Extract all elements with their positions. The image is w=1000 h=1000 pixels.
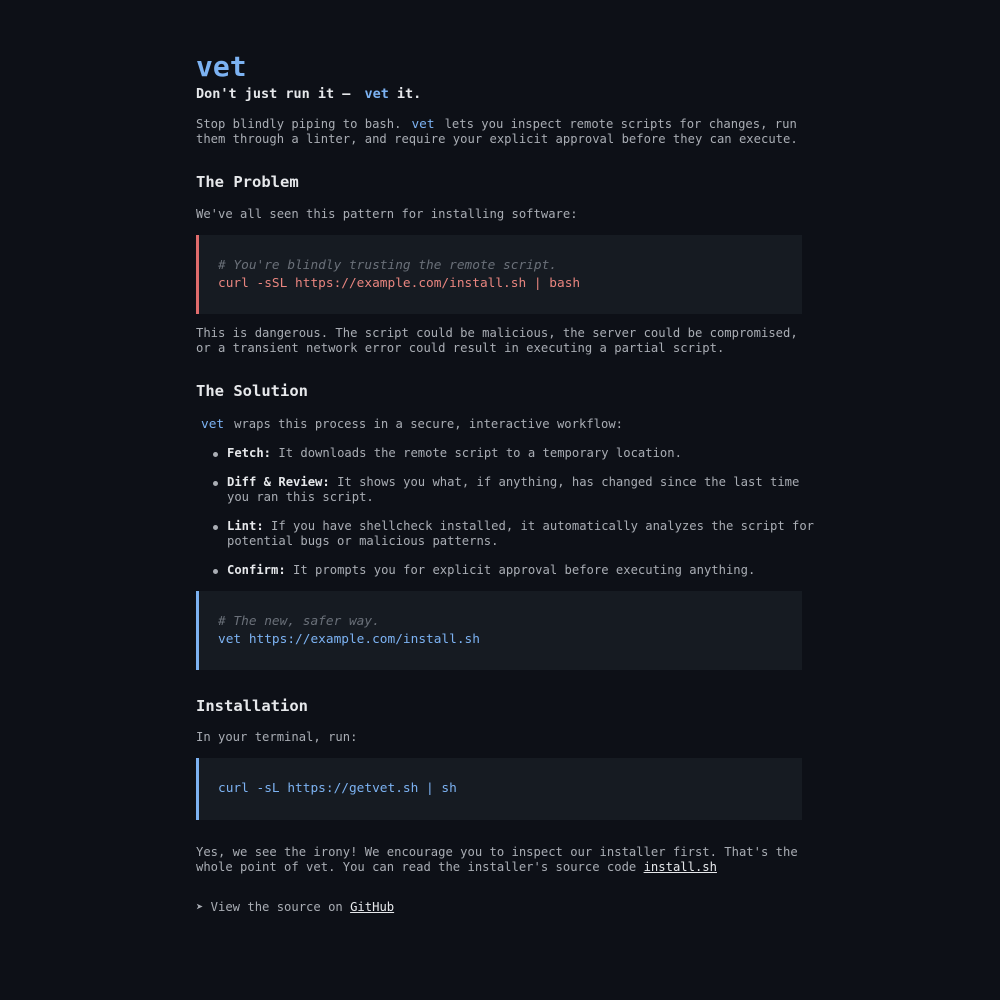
- problem-heading: The Problem: [196, 173, 299, 191]
- installation-note: [196, 845, 805, 875]
- solution-lead-text: wraps this process in a secure, interactive workflow:: [234, 417, 624, 431]
- intro-paragraph: [196, 117, 805, 147]
- github-link[interactable]: GitHub: [350, 900, 395, 914]
- problem-code-command: curl -sSL https://example.com/install.sh | bash: [218, 276, 581, 291]
- installation-note-text: Yes, we see the irony! We encourage you to inspect our installer first. That's the whole point of vet. You can read the installer's source code: [196, 845, 798, 874]
- intro-code: vet: [411, 117, 435, 132]
- feature-title: Lint:: [227, 519, 264, 533]
- feature-text: If you have shellcheck installed, it automatically analyzes the script for potential bugs or malicious patterns.: [227, 519, 815, 548]
- tagline: [196, 86, 421, 102]
- solution-lead-code: vet: [201, 417, 225, 432]
- tagline-before: Don't just run it —: [196, 86, 351, 102]
- feature-text: It downloads the remote script to a temporary location.: [278, 446, 682, 460]
- solution-code-comment: # The new, safer way.: [218, 614, 380, 629]
- solution-code-command: vet https://example.com/install.sh: [218, 632, 480, 647]
- list-item: [227, 563, 827, 578]
- list-item: [227, 446, 827, 461]
- installation-code-block[interactable]: [196, 758, 802, 820]
- problem-code-comment: # You're blindly trusting the remote script.: [218, 258, 557, 273]
- page-title: vet: [196, 50, 247, 83]
- feature-title: Confirm:: [227, 563, 286, 577]
- feature-title: Fetch:: [227, 446, 272, 460]
- tagline-after: it.: [396, 86, 422, 102]
- list-item: [227, 475, 827, 505]
- footer: [196, 900, 805, 915]
- installer-source-link[interactable]: install.sh: [643, 860, 717, 874]
- intro-after: lets you inspect remote scripts for changes, run them through a linter, and require your explicit approval before they can execute.: [196, 117, 798, 146]
- feature-title: Diff & Review:: [227, 475, 330, 489]
- solution-lead: [196, 417, 805, 432]
- feature-list: [196, 446, 827, 592]
- feature-text: It prompts you for explicit approval before executing anything.: [293, 563, 756, 577]
- problem-explanation: This is dangerous. The script could be malicious, the server could be compromised, or a transient network error could result in executing a partial script.: [196, 326, 798, 355]
- solution-heading: The Solution: [196, 382, 308, 400]
- installation-heading: Installation: [196, 697, 308, 715]
- solution-code-block[interactable]: [196, 591, 802, 670]
- installation-lead: In your terminal, run:: [196, 730, 358, 744]
- problem-lead: We've all seen this pattern for installing software:: [196, 207, 578, 221]
- list-item: [227, 519, 827, 549]
- installation-code-command: curl -sL https://getvet.sh | sh: [218, 781, 457, 796]
- feature-text: It shows you what, if anything, has changed since the last time you ran this script.: [227, 475, 800, 504]
- problem-code-block[interactable]: [196, 235, 802, 314]
- footer-prefix: ➤ View the source on: [196, 900, 343, 914]
- intro-before: Stop blindly piping to bash.: [196, 117, 402, 131]
- tagline-code: vet: [364, 86, 389, 102]
